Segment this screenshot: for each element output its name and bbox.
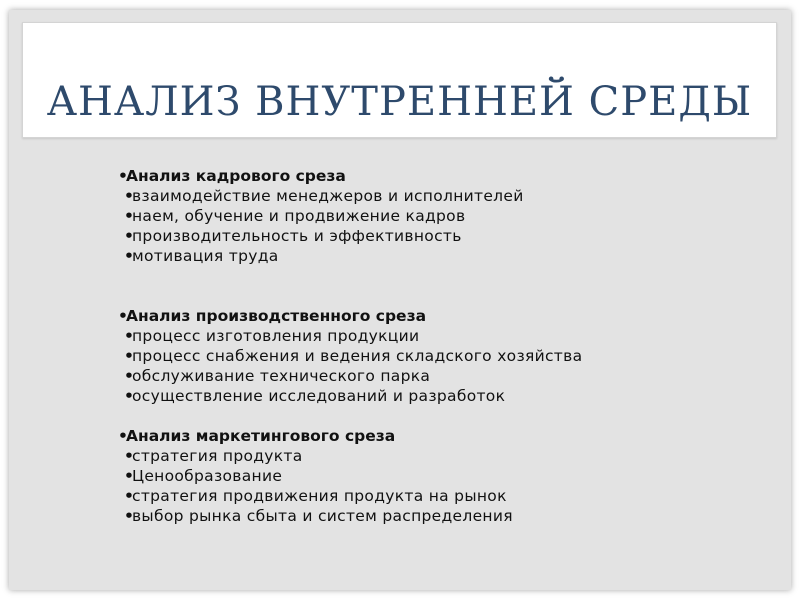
list-item: •производительность и эффективность xyxy=(124,227,462,245)
bullet-icon: • xyxy=(118,307,128,325)
bullet-icon: • xyxy=(124,227,135,245)
bullet-icon: • xyxy=(124,207,135,225)
bullet-icon: • xyxy=(124,507,135,525)
bullet-icon: • xyxy=(124,387,135,405)
section-heading: •Анализ кадрового среза xyxy=(118,167,346,185)
bullet-icon: • xyxy=(124,447,135,465)
list-item: •мотивация труда xyxy=(124,247,279,265)
content-list xyxy=(118,166,758,526)
section-production xyxy=(118,306,758,406)
list-item: •обслуживание технического парка xyxy=(124,367,431,385)
section-heading: •Анализ маркетингового среза xyxy=(118,427,396,445)
bullet-icon: • xyxy=(124,187,135,205)
list-item: •процесс изготовления продукции xyxy=(124,327,420,345)
section-heading: •Анализ производственного среза xyxy=(118,307,427,325)
bullet-icon: • xyxy=(124,487,135,505)
list-item: •процесс снабжения и ведения складского хозяйства xyxy=(124,347,583,365)
list-item: •Ценообразование xyxy=(124,467,283,485)
title-box xyxy=(22,22,777,138)
list-item: •наем, обучение и продвижение кадров xyxy=(124,207,466,225)
list-item: •стратегия продвижения продукта на рынок xyxy=(124,487,507,505)
bullet-icon: • xyxy=(124,247,135,265)
list-item: •выбор рынка сбыта и систем распределения xyxy=(124,507,513,525)
bullet-icon: • xyxy=(118,167,128,185)
section-marketing xyxy=(118,426,758,526)
bullet-icon: • xyxy=(124,347,135,365)
list-item: •осуществление исследований и разработок xyxy=(124,387,506,405)
bullet-icon: • xyxy=(124,467,135,485)
list-item: •взаимодействие менеджеров и исполнителей xyxy=(124,187,524,205)
section-personnel xyxy=(118,166,758,266)
bullet-icon: • xyxy=(118,427,128,445)
bullet-icon: • xyxy=(124,367,135,385)
bullet-icon: • xyxy=(124,327,135,345)
slide-title: АНАЛИЗ ВНУТРЕННЕЙ СРЕДЫ xyxy=(46,79,753,125)
list-item: •стратегия продукта xyxy=(124,447,303,465)
